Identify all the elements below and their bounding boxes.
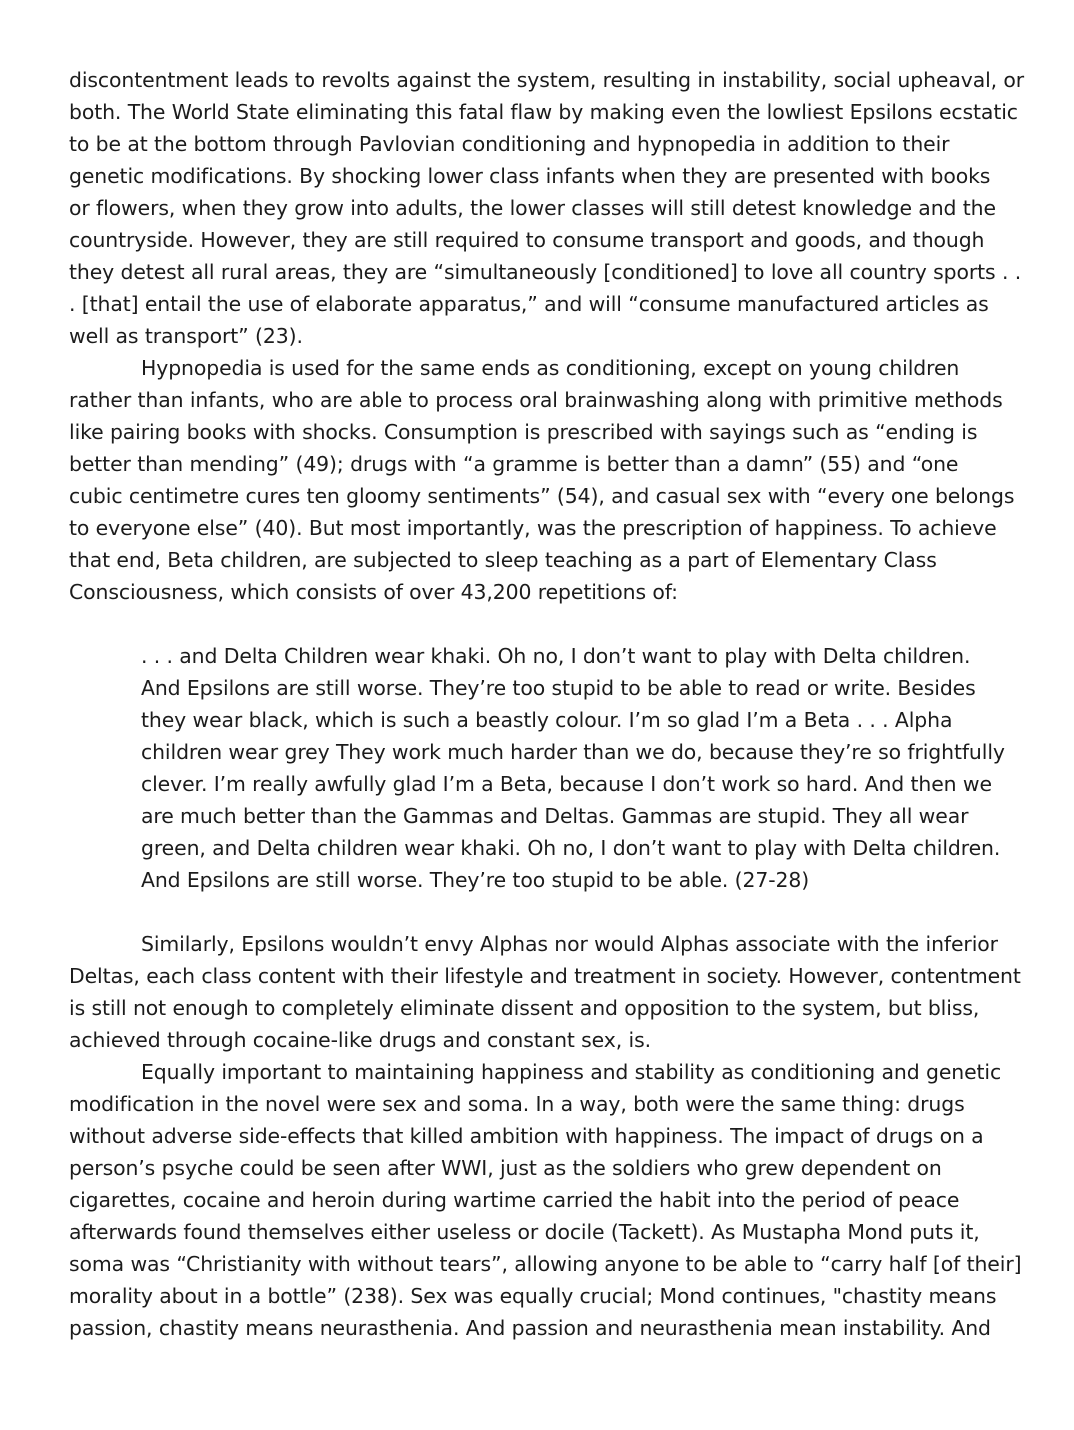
text-line: genetic modifications. By shocking lower class infants when they are presented with books: [69, 164, 991, 188]
text-line: afterwards found themselves either useless or docile (Tackett). As Mustapha Mond puts it,: [69, 1220, 980, 1244]
text-line: modification in the novel were sex and soma. In a way, both were the same thing: drugs: [69, 1092, 965, 1116]
text-line: achieved through cocaine-like drugs and constant sex, is.: [69, 1028, 651, 1052]
quote-line: children wear grey They work much harder than we do, because they’re so frightfully: [141, 740, 1005, 764]
text-line: that end, Beta children, are subjected to sleep teaching as a part of Elementary Class: [69, 548, 937, 572]
text-line: or flowers, when they grow into adults, the lower classes will still detest knowledge and the: [69, 196, 996, 220]
text-line: better than mending” (49); drugs with “a gramme is better than a damn” (55) and “one: [69, 452, 959, 476]
text-line: like pairing books with shocks. Consumption is prescribed with sayings such as “ending is: [69, 420, 978, 444]
text-line: Consciousness, which consists of over 43,200 repetitions of:: [69, 580, 678, 604]
document-page: [69, 64, 1025, 1344]
quote-line: green, and Delta children wear khaki. Oh no, I don’t want to play with Delta children.: [141, 836, 1001, 860]
text-line: Similarly, Epsilons wouldn’t envy Alphas nor would Alphas associate with the inferior: [141, 932, 998, 956]
paragraph-2: [69, 352, 1015, 608]
text-line: cubic centimetre cures ten gloomy sentiments” (54), and casual sex with “every one belongs: [69, 484, 1015, 508]
text-line: passion, chastity means neurasthenia. And passion and neurasthenia mean instability. And: [69, 1316, 991, 1340]
text-line: well as transport” (23).: [69, 324, 303, 348]
quote-line: And Epsilons are still worse. They’re too stupid to be able to read or write. Besides: [141, 676, 976, 700]
quote-line: clever. I’m really awfully glad I’m a Beta, because I don’t work so hard. And then we: [141, 772, 992, 796]
text-line: person’s psyche could be seen after WWI, just as the soldiers who grew dependent on: [69, 1156, 942, 1180]
block-quote: [69, 640, 1009, 896]
paragraph-4: [69, 1056, 1022, 1344]
quote-line: are much better than the Gammas and Deltas. Gammas are stupid. They all wear: [141, 804, 969, 828]
quote-line: they wear black, which is such a beastly colour. I’m so glad I’m a Beta . . . Alpha: [141, 708, 953, 732]
text-line: to be at the bottom through Pavlovian conditioning and hypnopedia in addition to their: [69, 132, 950, 156]
text-line: soma was “Christianity with without tears”, allowing anyone to be able to “carry half [of their]: [69, 1252, 1022, 1276]
text-line: Equally important to maintaining happiness and stability as conditioning and genetic: [141, 1060, 1002, 1084]
text-line: rather than infants, who are able to process oral brainwashing along with primitive methods: [69, 388, 1003, 412]
text-line: morality about in a bottle” (238). Sex was equally crucial; Mond continues, "chastity means: [69, 1284, 997, 1308]
quote-line: And Epsilons are still worse. They’re too stupid to be able. (27-28): [141, 868, 810, 892]
text-line: countryside. However, they are still required to consume transport and goods, and though: [69, 228, 985, 252]
text-line: cigarettes, cocaine and heroin during wartime carried the habit into the period of peace: [69, 1188, 960, 1212]
text-line: discontentment leads to revolts against the system, resulting in instability, social upheaval, or: [69, 68, 1025, 92]
text-line: . [that] entail the use of elaborate apparatus,” and will “consume manufactured articles as: [69, 292, 989, 316]
text-line: Deltas, each class content with their lifestyle and treatment in society. However, contentment: [69, 964, 1021, 988]
text-line: is still not enough to completely eliminate dissent and opposition to the system, but bliss,: [69, 996, 980, 1020]
text-line: to everyone else” (40). But most importantly, was the prescription of happiness. To achieve: [69, 516, 997, 540]
paragraph-3: [69, 928, 1021, 1056]
text-line: without adverse side-effects that killed ambition with happiness. The impact of drugs on a: [69, 1124, 984, 1148]
text-line: both. The World State eliminating this fatal flaw by making even the lowliest Epsilons ecstatic: [69, 100, 1018, 124]
paragraph-1: [69, 64, 1025, 352]
quote-line: . . . and Delta Children wear khaki. Oh no, I don’t want to play with Delta children.: [141, 644, 971, 668]
text-line: Hypnopedia is used for the same ends as conditioning, except on young children: [141, 356, 960, 380]
text-line: they detest all rural areas, they are “simultaneously [conditioned] to love all country sports . .: [69, 260, 1022, 284]
